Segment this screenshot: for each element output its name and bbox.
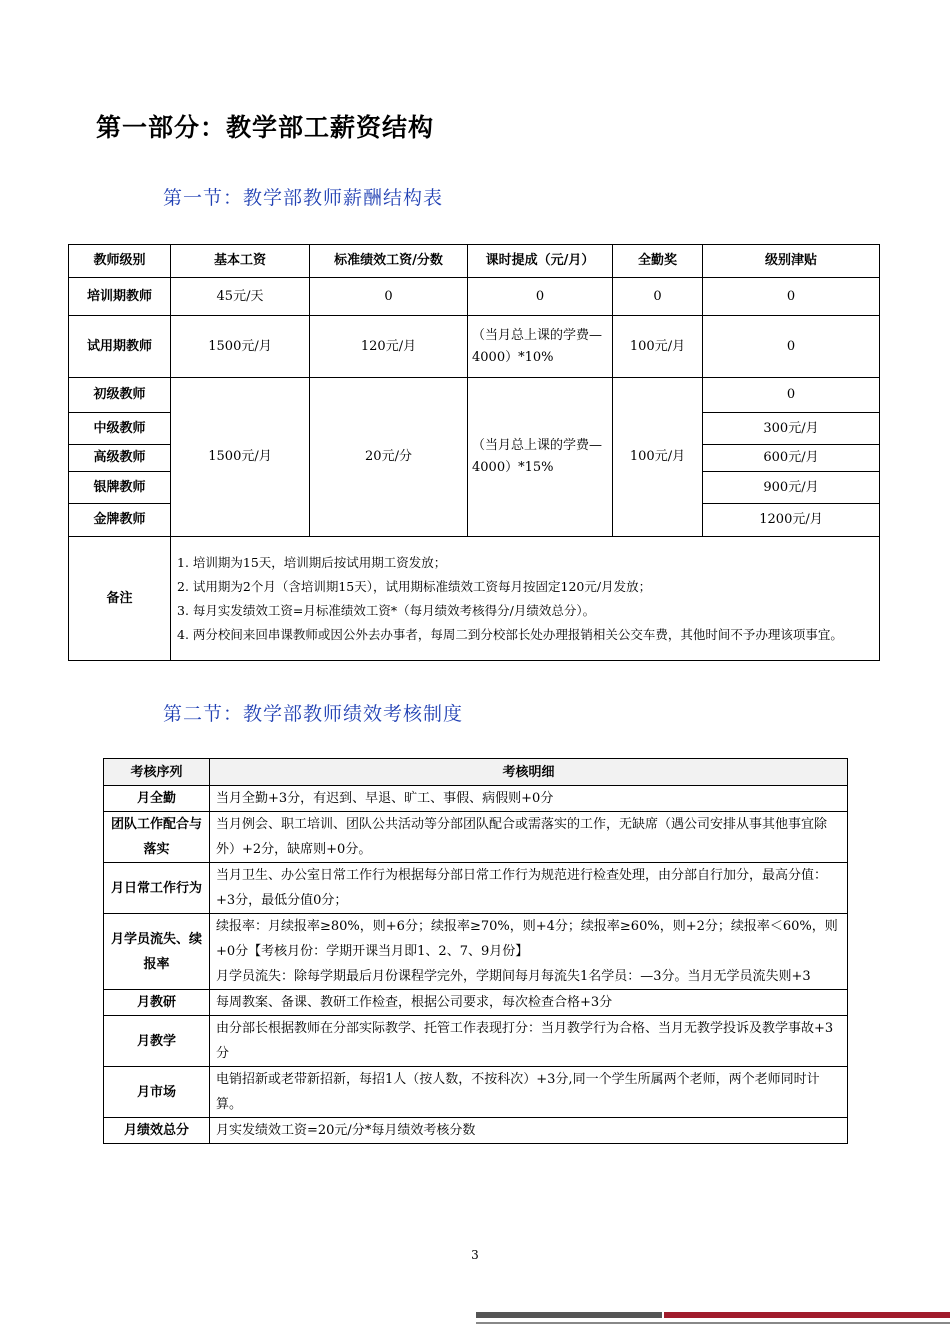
detail-text: 每周教案、备课、教研工作检查，根据公司要求，每次检查合格+3分: [216, 995, 613, 1010]
level-cell: 培训期教师: [69, 278, 171, 316]
table-row: [104, 863, 848, 914]
header-cell: 教师级别: [69, 245, 171, 278]
table-row: [104, 990, 848, 1016]
page-title: 第一部分：教学部工薪资结构: [96, 113, 435, 142]
table-row: [69, 378, 880, 413]
note-item: 3. 每月实发绩效工资=月标准绩效工资*（每月绩效考核得分/月绩效总分）。: [177, 602, 596, 618]
note-item: 2. 试用期为2个月（含培训期15天），试用期标准绩效工资每月按固定120元/月发放；: [177, 578, 652, 594]
section1-heading: 第一节：教学部教师薪酬结构表: [163, 187, 444, 209]
table-row: [104, 786, 848, 812]
review-item: 团队工作配合与落实: [104, 812, 210, 863]
review-item: 月教研: [104, 990, 210, 1016]
detail-text: 电销招新或老带新招新，每招1人（按人数，不按科次）+3分,同一个学生所属两个老师，两个老师同时计算。: [216, 1072, 820, 1112]
header-cell: 全勤奖: [613, 245, 703, 278]
header-cell: 考核序列: [104, 759, 210, 786]
allowance-cell: 600元/月: [703, 445, 880, 472]
table-row: [104, 1118, 848, 1144]
header-cell: 级别津贴: [703, 245, 880, 278]
level-cell: 试用期教师: [69, 316, 171, 378]
attendance-cell: 100元/月: [613, 378, 703, 537]
detail-text: 当月全勤+3分，有迟到、早退、旷工、事假、病假则+0分: [216, 791, 554, 806]
allowance-cell: 0: [703, 378, 880, 413]
review-detail: [210, 812, 848, 863]
level-cell: 中级教师: [69, 413, 171, 445]
table-row: [104, 1016, 848, 1067]
review-detail: [210, 914, 848, 990]
review-detail: [210, 1016, 848, 1067]
commission-cell: 0: [468, 278, 613, 316]
performance-cell: 20元/分: [310, 378, 468, 537]
footer-bar-red: [664, 1312, 950, 1318]
detail-text: 续报率：月续报率≥80%，则+6分；续报率≥70%，则+4分；续报率≥60%，则+2分；续报率＜60%，则+0分【考核月份：学期开课当月即1、2、7、9月份】: [216, 919, 838, 959]
table-row: [69, 316, 880, 378]
page-number: 3: [471, 1248, 479, 1262]
commission-cell: （当月总上课的学费—4000）*15%: [468, 378, 613, 537]
performance-cell: 120元/月: [310, 316, 468, 378]
level-cell: 金牌教师: [69, 504, 171, 537]
base-salary-cell: 1500元/月: [171, 316, 310, 378]
header-cell: 考核明细: [210, 759, 848, 786]
detail-text: 当月卫生、办公室日常工作行为根据每分部日常工作行为规范进行检查处理，由分部自行加分，最高分值：+3分，最低分值0分；: [216, 868, 828, 908]
review-item: 月全勤: [104, 786, 210, 812]
allowance-cell: 0: [703, 278, 880, 316]
detail-text: 月学员流失：除每学期最后月份课程学完外，学期间每月每流失1名学员：—3分。当月无学员流失则+3: [216, 969, 811, 984]
allowance-cell: 0: [703, 316, 880, 378]
table-row: [104, 812, 848, 863]
review-item: 月教学: [104, 1016, 210, 1067]
notes-content: [171, 537, 880, 661]
base-salary-cell: 1500元/月: [171, 378, 310, 537]
review-item: 月日常工作行为: [104, 863, 210, 914]
level-cell: 银牌教师: [69, 472, 171, 504]
base-salary-cell: 45元/天: [171, 278, 310, 316]
footer-line: [476, 1322, 950, 1324]
header-cell: 课时提成（元/月）: [468, 245, 613, 278]
header-cell: 基本工资: [171, 245, 310, 278]
table-row: [69, 278, 880, 316]
attendance-cell: 100元/月: [613, 316, 703, 378]
note-item: 1. 培训期为15天，培训期后按试用期工资发放；: [177, 554, 447, 570]
review-item: 月绩效总分: [104, 1118, 210, 1144]
level-cell: 高级教师: [69, 445, 171, 472]
salary-structure-table: [68, 244, 880, 661]
performance-cell: 0: [310, 278, 468, 316]
commission-cell: （当月总上课的学费—4000）*10%: [468, 316, 613, 378]
review-detail: [210, 863, 848, 914]
table-header-row: [104, 759, 848, 786]
review-detail: [210, 1067, 848, 1118]
table-row: [104, 1067, 848, 1118]
attendance-cell: 0: [613, 278, 703, 316]
level-cell: 初级教师: [69, 378, 171, 413]
detail-text: 由分部长根据教师在分部实际教学、托管工作表现打分：当月教学行为合格、当月无教学投诉及教学事故+3分: [216, 1021, 834, 1061]
notes-row: [69, 537, 880, 661]
review-item: 月学员流失、续报率: [104, 914, 210, 990]
note-item: 4. 两分校间来回串课教师或因公外去办事者，每周二到分校部长处办理报销相关公交车费，其他时间不予办理该项事宜。: [177, 626, 843, 642]
allowance-cell: 300元/月: [703, 413, 880, 445]
section2-heading: 第二节：教学部教师绩效考核制度: [163, 703, 464, 725]
review-detail: [210, 786, 848, 812]
review-detail: [210, 990, 848, 1016]
detail-text: 月实发绩效工资=20元/分*每月绩效考核分数: [216, 1123, 476, 1138]
allowance-cell: 1200元/月: [703, 504, 880, 537]
header-cell: 标准绩效工资/分数: [310, 245, 468, 278]
table-row: [104, 914, 848, 990]
review-item: 月市场: [104, 1067, 210, 1118]
footer-bar-gray: [476, 1312, 662, 1318]
notes-label: 备注: [69, 537, 171, 661]
detail-text: 当月例会、职工培训、团队公共活动等分部团队配合或需落实的工作，无缺席（遇公司安排从事其他事宜除外）+2分，缺席则+0分。: [216, 817, 828, 857]
review-detail: [210, 1118, 848, 1144]
performance-review-table: [103, 758, 848, 1144]
table-header-row: [69, 245, 880, 278]
allowance-cell: 900元/月: [703, 472, 880, 504]
